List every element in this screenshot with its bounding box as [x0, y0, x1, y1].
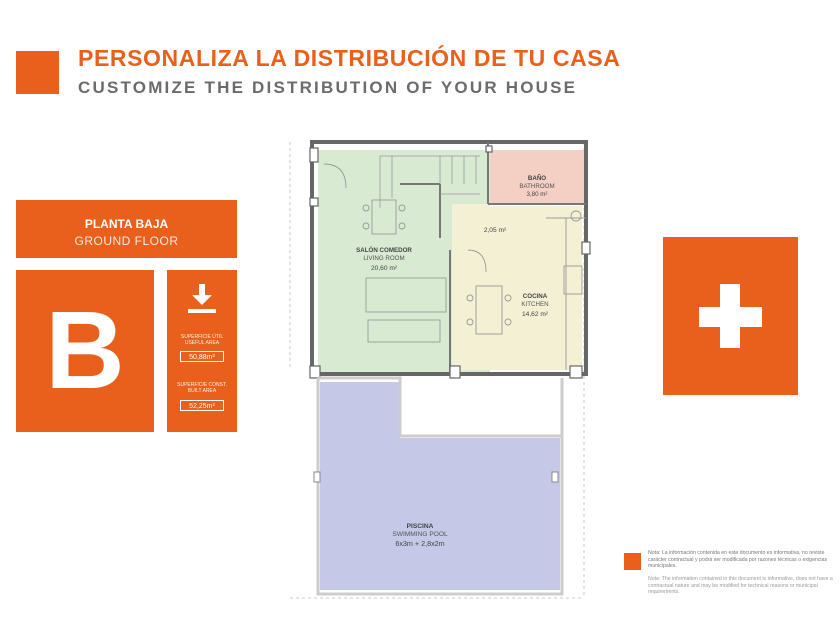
floor-name-es: PLANTA BAJA: [84, 217, 169, 231]
bathroom-area: 3,80 m²: [526, 191, 548, 198]
bathroom-label-es: BAÑO: [527, 175, 547, 182]
living-room-label-en: LIVING ROOM: [363, 255, 405, 262]
useful-area-value: 50,88m²: [180, 351, 224, 362]
bathroom-label-en: BATHROOM: [519, 183, 555, 190]
kitchen-area: [452, 204, 582, 370]
pool-size: 6x3m + 2,8x2m: [395, 539, 445, 548]
kitchen-label-en: KITCHEN: [521, 301, 549, 308]
living-room-label-es: SALÓN COMEDOR: [356, 247, 412, 254]
pool-label-es: PISCINA: [406, 523, 434, 530]
brand-square: [16, 51, 59, 94]
floor-card: [16, 200, 237, 258]
note-text-es: Nota: La información contenida en este documento es informativa, no reviste carácter contractual y podrá ser modificada por razones técnicas o exigencias municipales.: [648, 550, 828, 570]
download-icon: [188, 284, 216, 314]
living-room-area: 20,60 m²: [370, 265, 398, 272]
page-subtitle: CUSTOMIZE THE DISTRIBUTION OF YOUR HOUSE: [78, 78, 578, 97]
useful-area-label-es: SUPERFICIE ÚTIL: [180, 334, 224, 340]
floor-name-en: GROUND FLOOR: [74, 234, 179, 248]
area-card: [167, 270, 237, 432]
customize-button[interactable]: [663, 237, 798, 395]
kitchen-area: 14,62 m²: [521, 311, 549, 318]
kitchen-label-es: COCINA: [522, 293, 548, 300]
built-area-label-es: SUPERFICIE CONST.: [177, 382, 227, 388]
useful-area-label-en: USEFUL AREA: [184, 340, 220, 346]
floor-plan: [280, 138, 600, 600]
note-text-en: Note: The information contained in this document is informative, does not have a contractual nature and may be modified for technical reasons or municipal requirements.: [648, 576, 833, 596]
built-area-label-en: BUILT AREA: [187, 388, 217, 394]
pool-label-en: SWIMMING POOL: [392, 531, 448, 538]
hall-area: 2,05 m²: [483, 227, 507, 234]
page-title: PERSONALIZA LA DISTRIBUCIÓN DE TU CASA: [78, 45, 621, 71]
pool-area: [320, 382, 560, 590]
note-marker: [624, 553, 641, 570]
floor-letter: B: [16, 270, 154, 432]
built-area-value: 52,25m²: [180, 400, 224, 411]
